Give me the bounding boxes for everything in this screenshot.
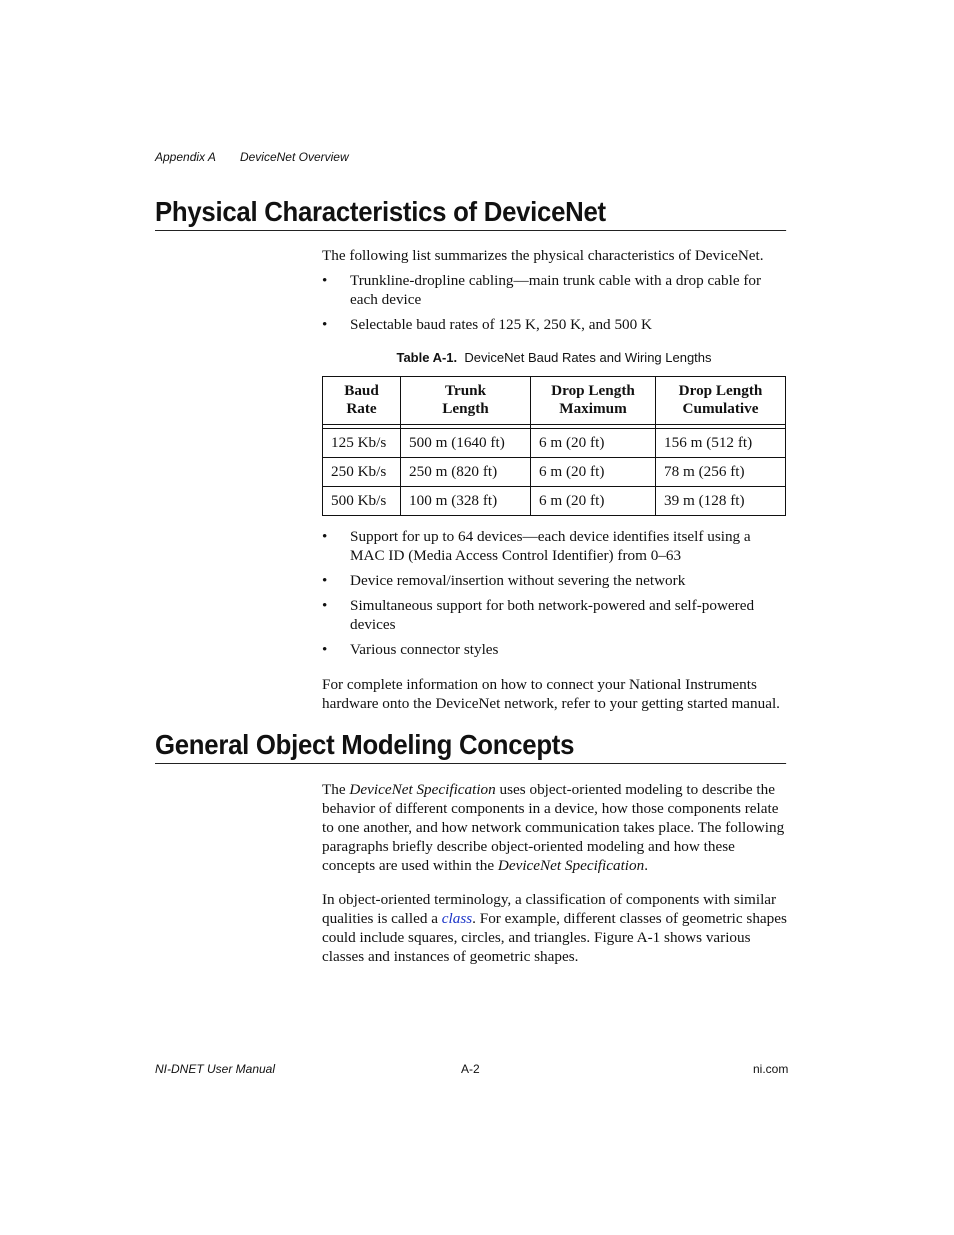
table-cell: 250 m (820 ft) [401, 458, 531, 487]
table-caption [322, 350, 786, 365]
list-item: • Support for up to 64 devices—each device identifies itself using a MAC ID (Media Access Control Identifier) from 0–63 [322, 528, 751, 564]
table-cell: 125 Kb/s [323, 429, 401, 458]
physical-intro: The following list summarizes the physical characteristics of DeviceNet. [322, 247, 764, 264]
column-header: Drop Length Cumulative [656, 377, 786, 425]
physical-bullets-bottom [322, 527, 788, 659]
baud-rate-table [322, 376, 786, 516]
physical-closing: For complete information on how to connect your National Instruments hardware onto the DeviceNet network, refer to your getting started manual. [322, 676, 780, 712]
general-paragraph-2: In object-oriented terminology, a classification of components with similar qualities is called a class. For example, different classes of geometric shapes could include squares, circles, and triangles. Figure A-1 shows various classes and instances of geometric shapes. [322, 891, 787, 965]
list-item: • Device removal/insertion without severing the network [322, 572, 686, 589]
table-cell: 156 m (512 ft) [656, 429, 786, 458]
header-appendix: Appendix A [155, 150, 216, 164]
section-heading-physical: Physical Characteristics of DeviceNet [155, 196, 786, 231]
list-item: • Trunkline-dropline cabling—main trunk cable with a drop cable for each device [322, 272, 762, 308]
table-cell: 250 Kb/s [323, 458, 401, 487]
table-row [323, 458, 786, 487]
column-header: Trunk Length [401, 377, 531, 425]
section-heading-general: General Object Modeling Concepts [155, 729, 786, 764]
general-paragraph-1: The DeviceNet Specification uses object-oriented modeling to describe the behavior of different components in a device, how those components relate to one another, and how network communication takes place. The following paragraphs briefly describe object-oriented modeling and how these concepts are used within the DeviceNet Specification. [322, 781, 785, 874]
table-caption-text: DeviceNet Baud Rates and Wiring Lengths [464, 350, 712, 365]
list-item: • Various connector styles [322, 641, 499, 658]
table-cell: 39 m (128 ft) [656, 487, 786, 516]
list-item: • Simultaneous support for both network-powered and self-powered devices [322, 597, 755, 633]
table-cell: 78 m (256 ft) [656, 458, 786, 487]
footer-website: ni.com [753, 1062, 789, 1076]
physical-bullets-bottom-block [322, 527, 788, 713]
table-cell: 6 m (20 ft) [531, 458, 656, 487]
table-row [323, 429, 786, 458]
table-row [323, 487, 786, 516]
footer-manual-title: NI-DNET User Manual [155, 1062, 276, 1076]
column-header: Drop Length Maximum [531, 377, 656, 425]
header-section: DeviceNet Overview [239, 150, 349, 164]
table-cell: 6 m (20 ft) [531, 429, 656, 458]
general-body [322, 780, 788, 966]
physical-bullets-top [322, 271, 788, 334]
table-cell: 6 m (20 ft) [531, 487, 656, 516]
table-header-row [323, 377, 786, 425]
physical-intro-block [322, 246, 788, 340]
table-caption-label: Table A-1. [396, 350, 458, 365]
table-cell: 500 Kb/s [323, 487, 401, 516]
column-header: Baud Rate [323, 377, 401, 425]
table-cell: 100 m (328 ft) [401, 487, 531, 516]
table-cell: 500 m (1640 ft) [401, 429, 531, 458]
running-header [155, 150, 349, 164]
list-item: • Selectable baud rates of 125 K, 250 K, and 500 K [322, 316, 652, 333]
class-link[interactable]: class [441, 910, 473, 927]
footer-page-number: A-2 [461, 1062, 480, 1076]
